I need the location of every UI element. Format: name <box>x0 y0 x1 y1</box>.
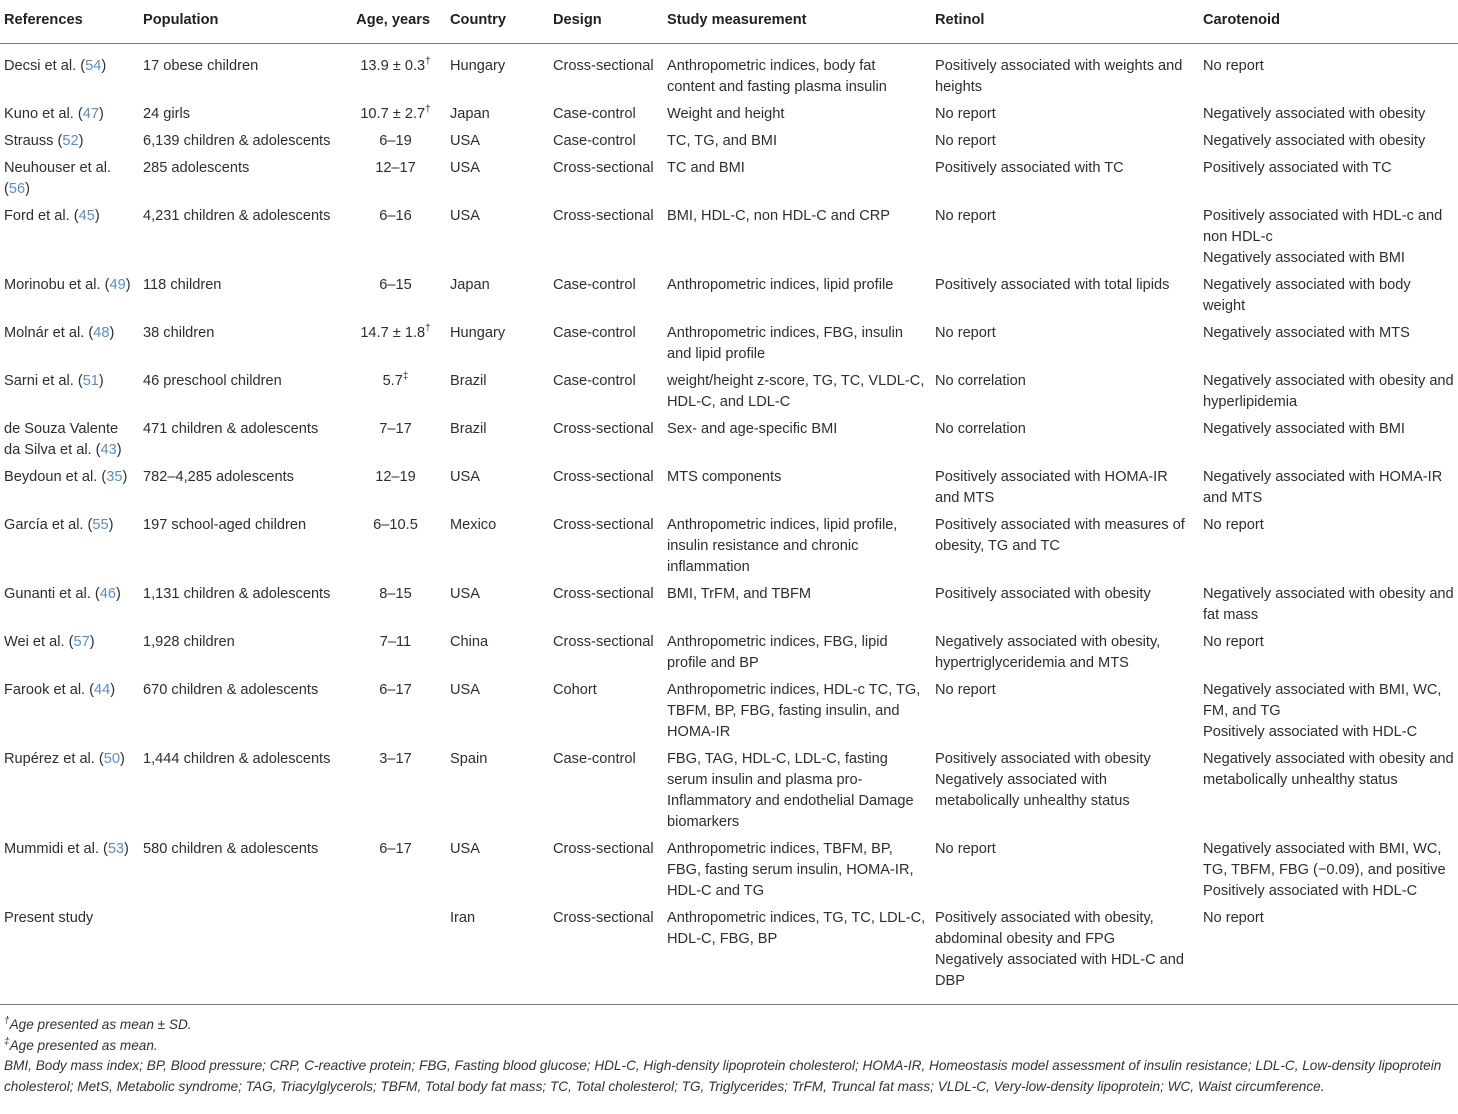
reference-number-link[interactable]: 54 <box>85 58 102 74</box>
cell-retinol <box>931 632 1199 680</box>
header-population: Population <box>139 0 345 44</box>
retinol-finding: No report <box>935 682 996 698</box>
cell-carotenoid <box>1199 467 1458 515</box>
carotenoid-finding: Negatively associated with obesity and metabolically unhealthy status <box>1203 751 1454 788</box>
carotenoid-finding: Negatively associated with obesity and fat mass <box>1203 586 1454 623</box>
cell-country: Brazil <box>450 373 487 389</box>
cell-carotenoid <box>1199 323 1458 371</box>
reference-author: Kuno et al. <box>4 106 74 122</box>
cell-retinol <box>931 749 1199 839</box>
cell-reference <box>0 908 139 1005</box>
table-row <box>0 419 1458 467</box>
retinol-finding: Positively associated with measures of obesity, TG and TC <box>935 517 1185 554</box>
carotenoid-finding: Negatively associated with MTS <box>1203 325 1410 341</box>
retinol-finding: Positively associated with obesity, abdominal obesity and FPG <box>935 910 1154 947</box>
cell-reference: Mummidi et al. (53) <box>4 841 129 857</box>
cell-age <box>345 749 446 839</box>
cell-reference: Molnár et al. (48) <box>4 325 115 341</box>
cell-study-measurement: Anthropometric indices, body fat content and fasting plasma insulin <box>667 58 887 95</box>
cell-age <box>345 632 446 680</box>
dagger-mark: † <box>4 1015 10 1027</box>
reference-author: Neuhouser et al. <box>4 160 112 176</box>
age-value: 8–15 <box>379 586 412 602</box>
cell-population: 580 children & adolescents <box>143 841 319 857</box>
cell-design: Cross-sectional <box>549 908 663 1005</box>
cell-country: USA <box>450 586 481 602</box>
retinol-finding: Positively associated with obesity <box>935 586 1151 602</box>
reference-number-link[interactable]: 49 <box>109 277 126 293</box>
cell-design: Cross-sectional <box>553 634 654 650</box>
table-row <box>0 158 1458 206</box>
header-retinol: Retinol <box>931 0 1199 44</box>
cell-study-measurement: Anthropometric indices, FBG, insulin and lipid profile <box>667 325 904 362</box>
cell-population: 1,928 children <box>143 634 235 650</box>
table-row <box>0 515 1458 584</box>
footnote-dagger-text: Age presented as mean ± SD. <box>9 1017 192 1032</box>
reference-number-link[interactable]: 47 <box>82 106 99 122</box>
carotenoid-finding: No report <box>1203 58 1264 74</box>
table-row <box>0 680 1458 749</box>
reference-number-link[interactable]: 55 <box>92 517 109 533</box>
reference-author: Decsi et al. <box>4 58 77 74</box>
double-dagger-mark: ‡ <box>4 1035 10 1047</box>
retinol-finding: Negatively associated with HDL-C and DBP <box>935 952 1185 989</box>
cell-retinol <box>931 839 1199 908</box>
age-value: 6–16 <box>379 208 412 224</box>
cell-country: USA <box>450 841 481 857</box>
cell-retinol <box>931 908 1199 1005</box>
cell-age <box>345 131 446 158</box>
table-row <box>0 371 1458 419</box>
header-study-measurement: Study measurement <box>663 0 931 44</box>
cell-design: Cross-sectional <box>553 58 654 74</box>
age-value: 6–17 <box>379 841 412 857</box>
cell-design: Case-control <box>553 106 636 122</box>
cell-reference: Decsi et al. (54) <box>4 58 107 74</box>
cell-age <box>345 371 446 419</box>
table-row <box>0 839 1458 908</box>
table-row <box>0 131 1458 158</box>
cell-carotenoid <box>1199 104 1458 131</box>
cell-age <box>345 104 446 131</box>
retinol-finding: No correlation <box>935 373 1026 389</box>
cell-reference: Morinobu et al. (49) <box>4 277 131 293</box>
cell-reference: Rupérez et al. (50) <box>4 751 125 767</box>
reference-number-link[interactable]: 52 <box>62 133 79 149</box>
cell-retinol <box>931 131 1199 158</box>
reference-author: Present study <box>4 910 94 926</box>
cell-country: Mexico <box>450 517 497 533</box>
reference-author: Sarni et al. <box>4 373 74 389</box>
cell-study-measurement: BMI, TrFM, and TBFM <box>667 586 812 602</box>
cell-study-measurement: Anthropometric indices, HDL-c TC, TG, TBFM, BP, FBG, fasting insulin, and HOMA-IR <box>667 682 921 740</box>
reference-number-link[interactable]: 57 <box>73 634 90 650</box>
cell-population: 46 preschool children <box>143 373 282 389</box>
cell-study-measurement: Anthropometric indices, lipid profile <box>667 277 894 293</box>
cell-design: Cross-sectional <box>553 841 654 857</box>
age-footnote-mark: † <box>425 56 431 68</box>
cell-design: Case-control <box>553 373 636 389</box>
reference-author: de Souza Valente da Silva et al. <box>4 421 119 458</box>
cell-carotenoid <box>1199 419 1458 467</box>
cell-design: Cross-sectional <box>553 421 654 437</box>
carotenoid-finding: Negatively associated with BMI, WC, TG, TBFM, FBG (−0.09), and positive Positively associated with HDL-C <box>1203 841 1446 899</box>
table-footnotes <box>0 1005 1458 1097</box>
carotenoid-finding: Negatively associated with BMI <box>1203 421 1405 437</box>
table-row <box>0 749 1458 839</box>
cell-design: Cross-sectional <box>553 517 654 533</box>
reference-author: Molnár et al. <box>4 325 85 341</box>
table-header-row <box>0 0 1458 44</box>
carotenoid-finding: Positively associated with HDL-C <box>1203 724 1418 740</box>
cell-retinol <box>931 44 1199 105</box>
cell-country: Hungary <box>450 58 506 74</box>
age-value: 14.7 ± 1.8 <box>360 325 426 341</box>
cell-reference: Gunanti et al. (46) <box>4 586 121 602</box>
carotenoid-finding: No report <box>1203 910 1264 926</box>
cell-age <box>345 467 446 515</box>
cell-age <box>345 908 446 1005</box>
cell-design: Case-control <box>553 325 636 341</box>
table-row <box>0 584 1458 632</box>
age-value: 12–17 <box>375 160 416 176</box>
cell-reference: Wei et al. (57) <box>4 634 95 650</box>
cell-study-measurement: Weight and height <box>667 106 785 122</box>
cell-country: USA <box>450 208 481 224</box>
cell-population: 24 girls <box>143 106 191 122</box>
carotenoid-finding: Positively associated with HDL-c and non HDL-c <box>1203 208 1443 245</box>
cell-reference: Sarni et al. (51) <box>4 373 104 389</box>
cell-age <box>345 680 446 749</box>
cell-population: 782–4,285 adolescents <box>143 469 294 485</box>
cell-carotenoid <box>1199 44 1458 105</box>
cell-study-measurement: FBG, TAG, HDL-C, LDL-C, fasting serum insulin and plasma pro-Inflammatory and endothelial Damage biomarkers <box>667 751 914 830</box>
header-country: Country <box>446 0 549 44</box>
cell-country: USA <box>450 160 481 176</box>
footnote-dagger <box>4 1015 1454 1036</box>
cell-design: Cross-sectional <box>553 208 654 224</box>
cell-retinol <box>931 680 1199 749</box>
cell-population: 4,231 children & adolescents <box>143 208 331 224</box>
cell-study-measurement: Anthropometric indices, FBG, lipid profile and BP <box>667 634 888 671</box>
cell-reference: de Souza Valente da Silva et al. (43) <box>4 421 122 458</box>
cell-design: Cross-sectional <box>553 160 654 176</box>
retinol-finding: No report <box>935 133 996 149</box>
cell-study-measurement: weight/height z-score, TG, TC, VLDL-C, HDL-C, and LDL-C <box>667 373 925 410</box>
table-row <box>0 206 1458 275</box>
cell-carotenoid <box>1199 206 1458 275</box>
cell-study-measurement: Anthropometric indices, TBFM, BP, FBG, fasting serum insulin, HOMA-IR, HDL-C and TG <box>667 841 914 899</box>
cell-retinol <box>931 584 1199 632</box>
cell-population: 17 obese children <box>143 58 259 74</box>
reference-author: Ford et al. <box>4 208 70 224</box>
cell-retinol <box>931 467 1199 515</box>
cell-reference: Farook et al. (44) <box>4 682 116 698</box>
age-value: 6–19 <box>379 133 412 149</box>
cell-carotenoid <box>1199 908 1458 1005</box>
retinol-finding: Positively associated with HOMA-IR and MTS <box>935 469 1168 506</box>
footnote-double-dagger <box>4 1036 1454 1057</box>
age-value: 13.9 ± 0.3 <box>360 58 426 74</box>
age-value: 6–10.5 <box>373 517 418 533</box>
carotenoid-finding: Negatively associated with obesity <box>1203 106 1426 122</box>
age-footnote-mark: ‡ <box>402 371 409 383</box>
cell-carotenoid <box>1199 515 1458 584</box>
cell-carotenoid <box>1199 749 1458 839</box>
carotenoid-finding: Negatively associated with BMI <box>1203 250 1405 266</box>
carotenoid-finding: Negatively associated with BMI, WC, FM, and TG <box>1203 682 1442 719</box>
reference-author: Beydoun et al. <box>4 469 98 485</box>
age-value: 3–17 <box>379 751 412 767</box>
cell-age <box>345 584 446 632</box>
table-row <box>0 44 1458 105</box>
cell-age <box>345 323 446 371</box>
cell-country: Japan <box>450 277 490 293</box>
carotenoid-finding: No report <box>1203 517 1264 533</box>
header-carotenoid: Carotenoid <box>1199 0 1458 44</box>
retinol-finding: No report <box>935 106 996 122</box>
retinol-finding: No report <box>935 841 996 857</box>
cell-country: Japan <box>450 106 490 122</box>
cell-retinol <box>931 515 1199 584</box>
cell-population: 6,139 children & adolescents <box>143 133 331 149</box>
carotenoid-finding: No report <box>1203 634 1264 650</box>
retinol-finding: Negatively associated with obesity, hypertriglyceridemia and MTS <box>935 634 1161 671</box>
retinol-finding: Positively associated with total lipids <box>935 277 1170 293</box>
reference-number-link[interactable]: 56 <box>8 181 26 197</box>
cell-population: 38 children <box>143 325 215 341</box>
reference-number-link[interactable]: 43 <box>100 442 117 458</box>
cell-population: 471 children & adolescents <box>143 421 319 437</box>
cell-country: USA <box>450 469 481 485</box>
reference-number-link[interactable]: 35 <box>106 469 123 485</box>
table-row <box>0 467 1458 515</box>
cell-country: Brazil <box>450 421 487 437</box>
carotenoid-finding: Negatively associated with body weight <box>1203 277 1411 314</box>
cell-country: Spain <box>450 751 488 767</box>
cell-design: Cross-sectional <box>553 586 654 602</box>
age-value: 12–19 <box>375 469 416 485</box>
table-row <box>0 323 1458 371</box>
reference-number-link[interactable]: 53 <box>107 841 125 857</box>
reference-author: Mummidi et al. <box>4 841 99 857</box>
cell-reference: Beydoun et al. (35) <box>4 469 128 485</box>
reference-number-link[interactable]: 46 <box>99 586 116 602</box>
retinol-finding: Negatively associated with metabolically unhealthy status <box>935 772 1130 809</box>
cell-population: 197 school-aged children <box>143 517 307 533</box>
cell-country: USA <box>450 133 481 149</box>
cell-retinol <box>931 275 1199 323</box>
cell-population: 118 children <box>143 277 222 293</box>
retinol-finding: Positively associated with weights and heights <box>935 58 1183 95</box>
reference-author: Rupérez et al. <box>4 751 95 767</box>
cell-age <box>345 158 446 206</box>
cell-country: Hungary <box>450 325 506 341</box>
retinol-finding: Positively associated with TC <box>935 160 1124 176</box>
cell-age <box>345 275 446 323</box>
cell-design: Case-control <box>553 277 636 293</box>
cell-reference: Kuno et al. (47) <box>4 106 104 122</box>
cell-population: 670 children & adolescents <box>143 682 319 698</box>
footnote-double-dagger-text: Age presented as mean. <box>9 1037 158 1053</box>
cell-carotenoid <box>1199 680 1458 749</box>
cell-carotenoid <box>1199 158 1458 206</box>
header-design: Design <box>549 0 663 44</box>
cell-carotenoid <box>1199 131 1458 158</box>
cell-population: 1,444 children & adolescents <box>143 751 331 767</box>
cell-carotenoid <box>1199 275 1458 323</box>
table-row <box>0 104 1458 131</box>
reference-number-link[interactable]: 44 <box>94 682 111 698</box>
table-row <box>0 275 1458 323</box>
carotenoid-finding: Negatively associated with obesity and hyperlipidemia <box>1203 373 1454 410</box>
cell-retinol <box>931 104 1199 131</box>
cell-retinol <box>931 158 1199 206</box>
cell-reference: García et al. (55) <box>4 517 114 533</box>
age-footnote-mark: † <box>425 323 431 335</box>
reference-number-link[interactable]: 45 <box>78 208 95 224</box>
table-row <box>0 908 1458 1005</box>
age-value: 7–11 <box>379 634 412 650</box>
cell-country: USA <box>450 682 481 698</box>
cell-age <box>345 206 446 275</box>
cell-design: Cross-sectional <box>553 469 654 485</box>
cell-carotenoid <box>1199 584 1458 632</box>
cell-study-measurement: TC, TG, and BMI <box>667 133 778 149</box>
reference-author: Gunanti et al. <box>4 586 91 602</box>
cell-population: 1,131 children & adolescents <box>143 586 331 602</box>
cell-study-measurement: Sex- and age-specific BMI <box>667 421 838 437</box>
cell-design: Case-control <box>553 133 636 149</box>
cell-design: Cohort <box>553 682 597 698</box>
cell-age <box>345 419 446 467</box>
cell-study-measurement: TC and BMI <box>667 160 745 176</box>
table-body <box>0 44 1458 1005</box>
header-age: Age, years <box>345 0 446 44</box>
reference-author: Strauss <box>4 133 54 149</box>
cell-retinol <box>931 419 1199 467</box>
footnote-abbreviations: BMI, Body mass index; BP, Blood pressure; CRP, C-reactive protein; FBG, Fasting blood glucose; HDL-C, High-density lipoprotein cholesterol; HOMA-IR, Homeostasis model assessment of insulin resistance; LDL-C, Low-density lipoprotein cholesterol; MetS, Metabolic syndrome; TAG, Triacylglycerols; TBFM, Total body fat mass; TC, Total cholesterol; TG, Triglycerides; TrFM, Truncal fat mass; VLDL-C, Very-low-density lipoprotein; WC, Waist circumference. <box>4 1058 1442 1094</box>
carotenoid-finding: Negatively associated with HOMA-IR and MTS <box>1203 469 1443 506</box>
age-value: 6–17 <box>379 682 412 698</box>
age-value: 6–15 <box>379 277 412 293</box>
carotenoid-finding: Positively associated with TC <box>1203 160 1392 176</box>
cell-study-measurement: Anthropometric indices, TG, TC, LDL-C, HDL-C, FBG, BP <box>663 908 931 1005</box>
cell-design: Case-control <box>553 751 636 767</box>
cell-retinol <box>931 371 1199 419</box>
cell-carotenoid <box>1199 371 1458 419</box>
table-row <box>0 632 1458 680</box>
retinol-finding: No correlation <box>935 421 1026 437</box>
reference-number-link[interactable]: 51 <box>82 373 99 389</box>
cell-carotenoid <box>1199 839 1458 908</box>
reference-author: Morinobu et al. <box>4 277 101 293</box>
cell-age <box>345 515 446 584</box>
cell-study-measurement: MTS components <box>667 469 782 485</box>
reference-number-link[interactable]: 48 <box>93 325 110 341</box>
reference-author: Wei et al. <box>4 634 65 650</box>
reference-author: García et al. <box>4 517 84 533</box>
age-value: 10.7 ± 2.7 <box>360 106 426 122</box>
retinol-finding: No report <box>935 208 996 224</box>
cell-age <box>345 839 446 908</box>
cell-retinol <box>931 206 1199 275</box>
cell-population <box>139 908 345 1005</box>
reference-author: Farook et al. <box>4 682 86 698</box>
cell-study-measurement: Anthropometric indices, lipid profile, insulin resistance and chronic inflammation <box>667 517 898 575</box>
cell-reference: Neuhouser et al. (56) <box>4 160 112 197</box>
cell-population: 285 adolescents <box>143 160 250 176</box>
cell-country: Iran <box>446 908 549 1005</box>
cell-study-measurement: BMI, HDL-C, non HDL-C and CRP <box>667 208 891 224</box>
carotenoid-finding: Negatively associated with obesity <box>1203 133 1426 149</box>
age-value: 7–17 <box>379 421 412 437</box>
cell-retinol <box>931 323 1199 371</box>
cell-reference: Strauss (52) <box>4 133 84 149</box>
cell-age <box>345 44 446 105</box>
cell-country: China <box>450 634 489 650</box>
reference-number-link[interactable]: 50 <box>103 751 121 767</box>
cell-carotenoid <box>1199 632 1458 680</box>
retinol-finding: No report <box>935 325 996 341</box>
age-value: 5.7 <box>382 373 403 389</box>
age-footnote-mark: † <box>425 104 431 116</box>
header-references: References <box>0 0 139 44</box>
cell-reference: Ford et al. (45) <box>4 208 100 224</box>
retinol-finding: Positively associated with obesity <box>935 751 1151 767</box>
